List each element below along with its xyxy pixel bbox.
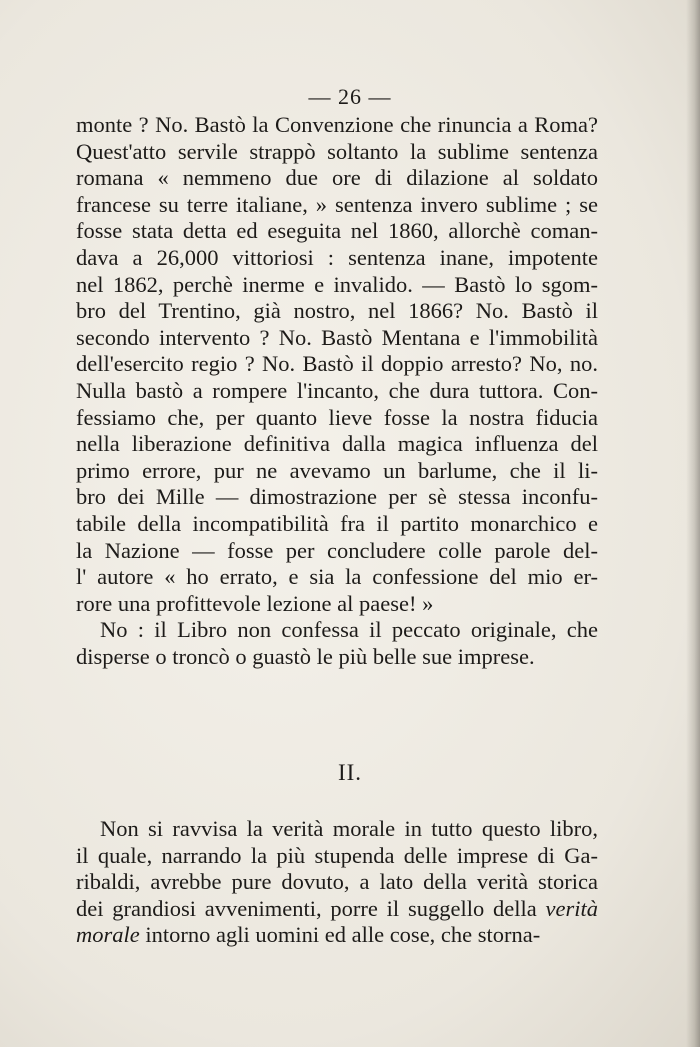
text-line: dell'esercito regio ? No. Bastò il doppio arresto? No, no. xyxy=(76,351,598,377)
text-line: bro dei Mille — dimostrazione per sè stessa inconfu- xyxy=(76,484,598,510)
section-heading: II. xyxy=(337,760,363,785)
text-line: l' autore « ho errato, e sia la confessione del mio er- xyxy=(76,564,598,590)
text-line: tabile della incompatibilità fra il partito monarchico e xyxy=(76,510,598,536)
text-line: fosse stata detta ed eseguita nel 1860, allorchè coman- xyxy=(76,218,598,244)
text-line: francese su terre italiane, » sentenza invero sublime ; se xyxy=(76,191,598,217)
text-line: fessiamo che, per quanto lieve fosse la nostra fiducia xyxy=(76,404,598,430)
text-line: Nulla bastò a rompere l'incanto, che dura tuttora. Con- xyxy=(76,377,598,403)
page-edge-shadow xyxy=(686,0,700,1047)
text-line: primo errore, pur ne avevamo un barlume, che il li- xyxy=(76,457,598,483)
text-block-section-2 xyxy=(76,816,598,949)
text-line: romana « nemmeno due ore di dilazione al soldato xyxy=(76,165,598,191)
italic-word: verità xyxy=(545,895,599,921)
text-line: Quest'atto servile strappò soltanto la sublime sentenza xyxy=(76,138,598,164)
page-number: — 26 — xyxy=(308,84,392,109)
text-fragment: intorno agli uomini ed alle cose, che storna- xyxy=(145,922,541,948)
text-line: ribaldi, avrebbe pure dovuto, a lato della verità storica xyxy=(76,869,598,895)
text-line: dava a 26,000 vittoriosi : sentenza inane, impotente xyxy=(76,244,598,270)
text-line: il quale, narrando la più stupenda delle imprese di Ga- xyxy=(76,842,598,868)
text-line: bro del Trentino, già nostro, nel 1866? No. Bastò il xyxy=(76,298,598,324)
text-fragment: dei grandiosi avvenimenti, porre il suggello della xyxy=(76,895,537,921)
text-line: secondo intervento ? No. Bastò Mentana e l'immobilità xyxy=(76,324,598,350)
text-line: No : il Libro non confessa il peccato originale, che xyxy=(100,617,598,643)
text-line: monte ? No. Bastò la Convenzione che rinuncia a Roma? xyxy=(76,112,598,137)
text-line: la Nazione — fosse per concludere colle parole del- xyxy=(76,537,598,563)
text-line-with-italic xyxy=(76,922,598,949)
text-line: rore una profittevole lezione al paese! » xyxy=(76,590,434,616)
text-line: nella liberazione definitiva dalla magica influenza del xyxy=(76,431,598,457)
text-line: Non si ravvisa la verità morale in tutto questo libro, xyxy=(100,816,598,841)
text-block-main xyxy=(76,112,598,670)
text-line-with-italic xyxy=(76,896,598,923)
text-line: nel 1862, perchè inerme e invalido. — Bastò lo sgom- xyxy=(76,271,598,297)
text-line: disperse o troncò o guastò le più belle sue imprese. xyxy=(76,643,535,669)
italic-word: morale xyxy=(76,922,140,948)
